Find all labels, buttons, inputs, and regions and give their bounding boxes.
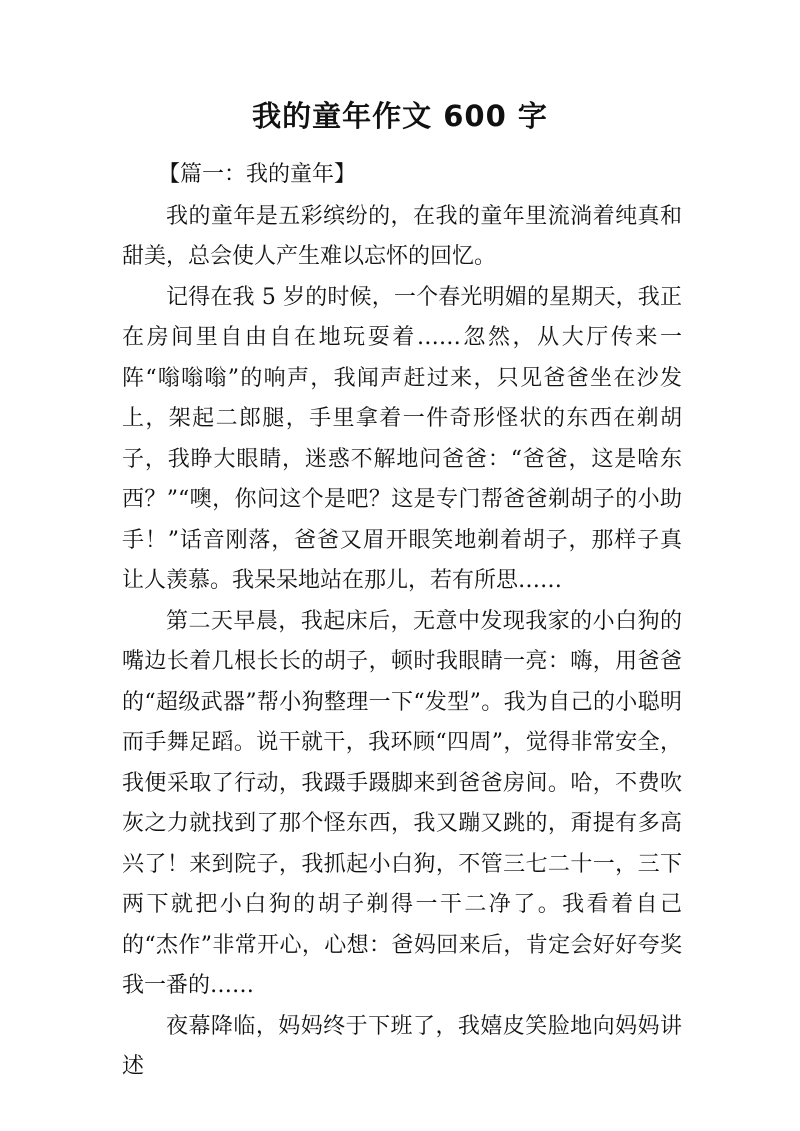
paragraph: 记得在我 5 岁的时候，一个春光明媚的星期天，我正在房间里自由自在地玩耍着……忽然，从大厅传来一阵“嗡嗡嗡”的响声，我闻声赶过来，只见爸爸坐在沙发上，架起二郎腿，手里拿着一件奇形怪状的东西在剃胡子，我睁大眼睛，迷惑不解地问爸爸：“爸爸，这是啥东西？”“噢，你问这个是吧？这是专门帮爸爸剃胡子的小助手！”话音刚落，爸爸又眉开眼笑地剃着胡子，那样子真让人羡慕。我呆呆地站在那儿，若有所思…… — [122, 284, 682, 593]
paragraph: 我的童年是五彩缤纷的，在我的童年里流淌着纯真和甜美，总会使人产生难以忘怀的回忆。 — [122, 203, 682, 269]
document-title: 我的童年作文 600 字 — [252, 99, 548, 133]
paragraph: 夜幕降临，妈妈终于下班了，我嬉皮笑脸地向妈妈讲述 — [122, 1013, 682, 1079]
section-heading: 【篇一：我的童年】 — [158, 162, 357, 187]
paragraph: 第二天早晨，我起床后，无意中发现我家的小白狗的嘴边长着几根长长的胡子，顿时我眼睛一亮：嗨，用爸爸的“超级武器”帮小狗整理一下“发型”。我为自己的小聪明而手舞足蹈。说干就干，我环顾“四周”，觉得非常安全，我便采取了行动，我蹑手蹑脚来到爸爸房间。哈，不费吹灰之力就找到了那个怪东西，我又蹦又跳的，甭提有多高兴了！来到院子，我抓起小白狗，不管三七二十一，三下两下就把小白狗的胡子剃得一干二净了。我看着自己的“杰作”非常开心，心想：爸妈回来后，肯定会好好夸奖我一番的…… — [122, 608, 682, 998]
document-body — [122, 155, 682, 1088]
